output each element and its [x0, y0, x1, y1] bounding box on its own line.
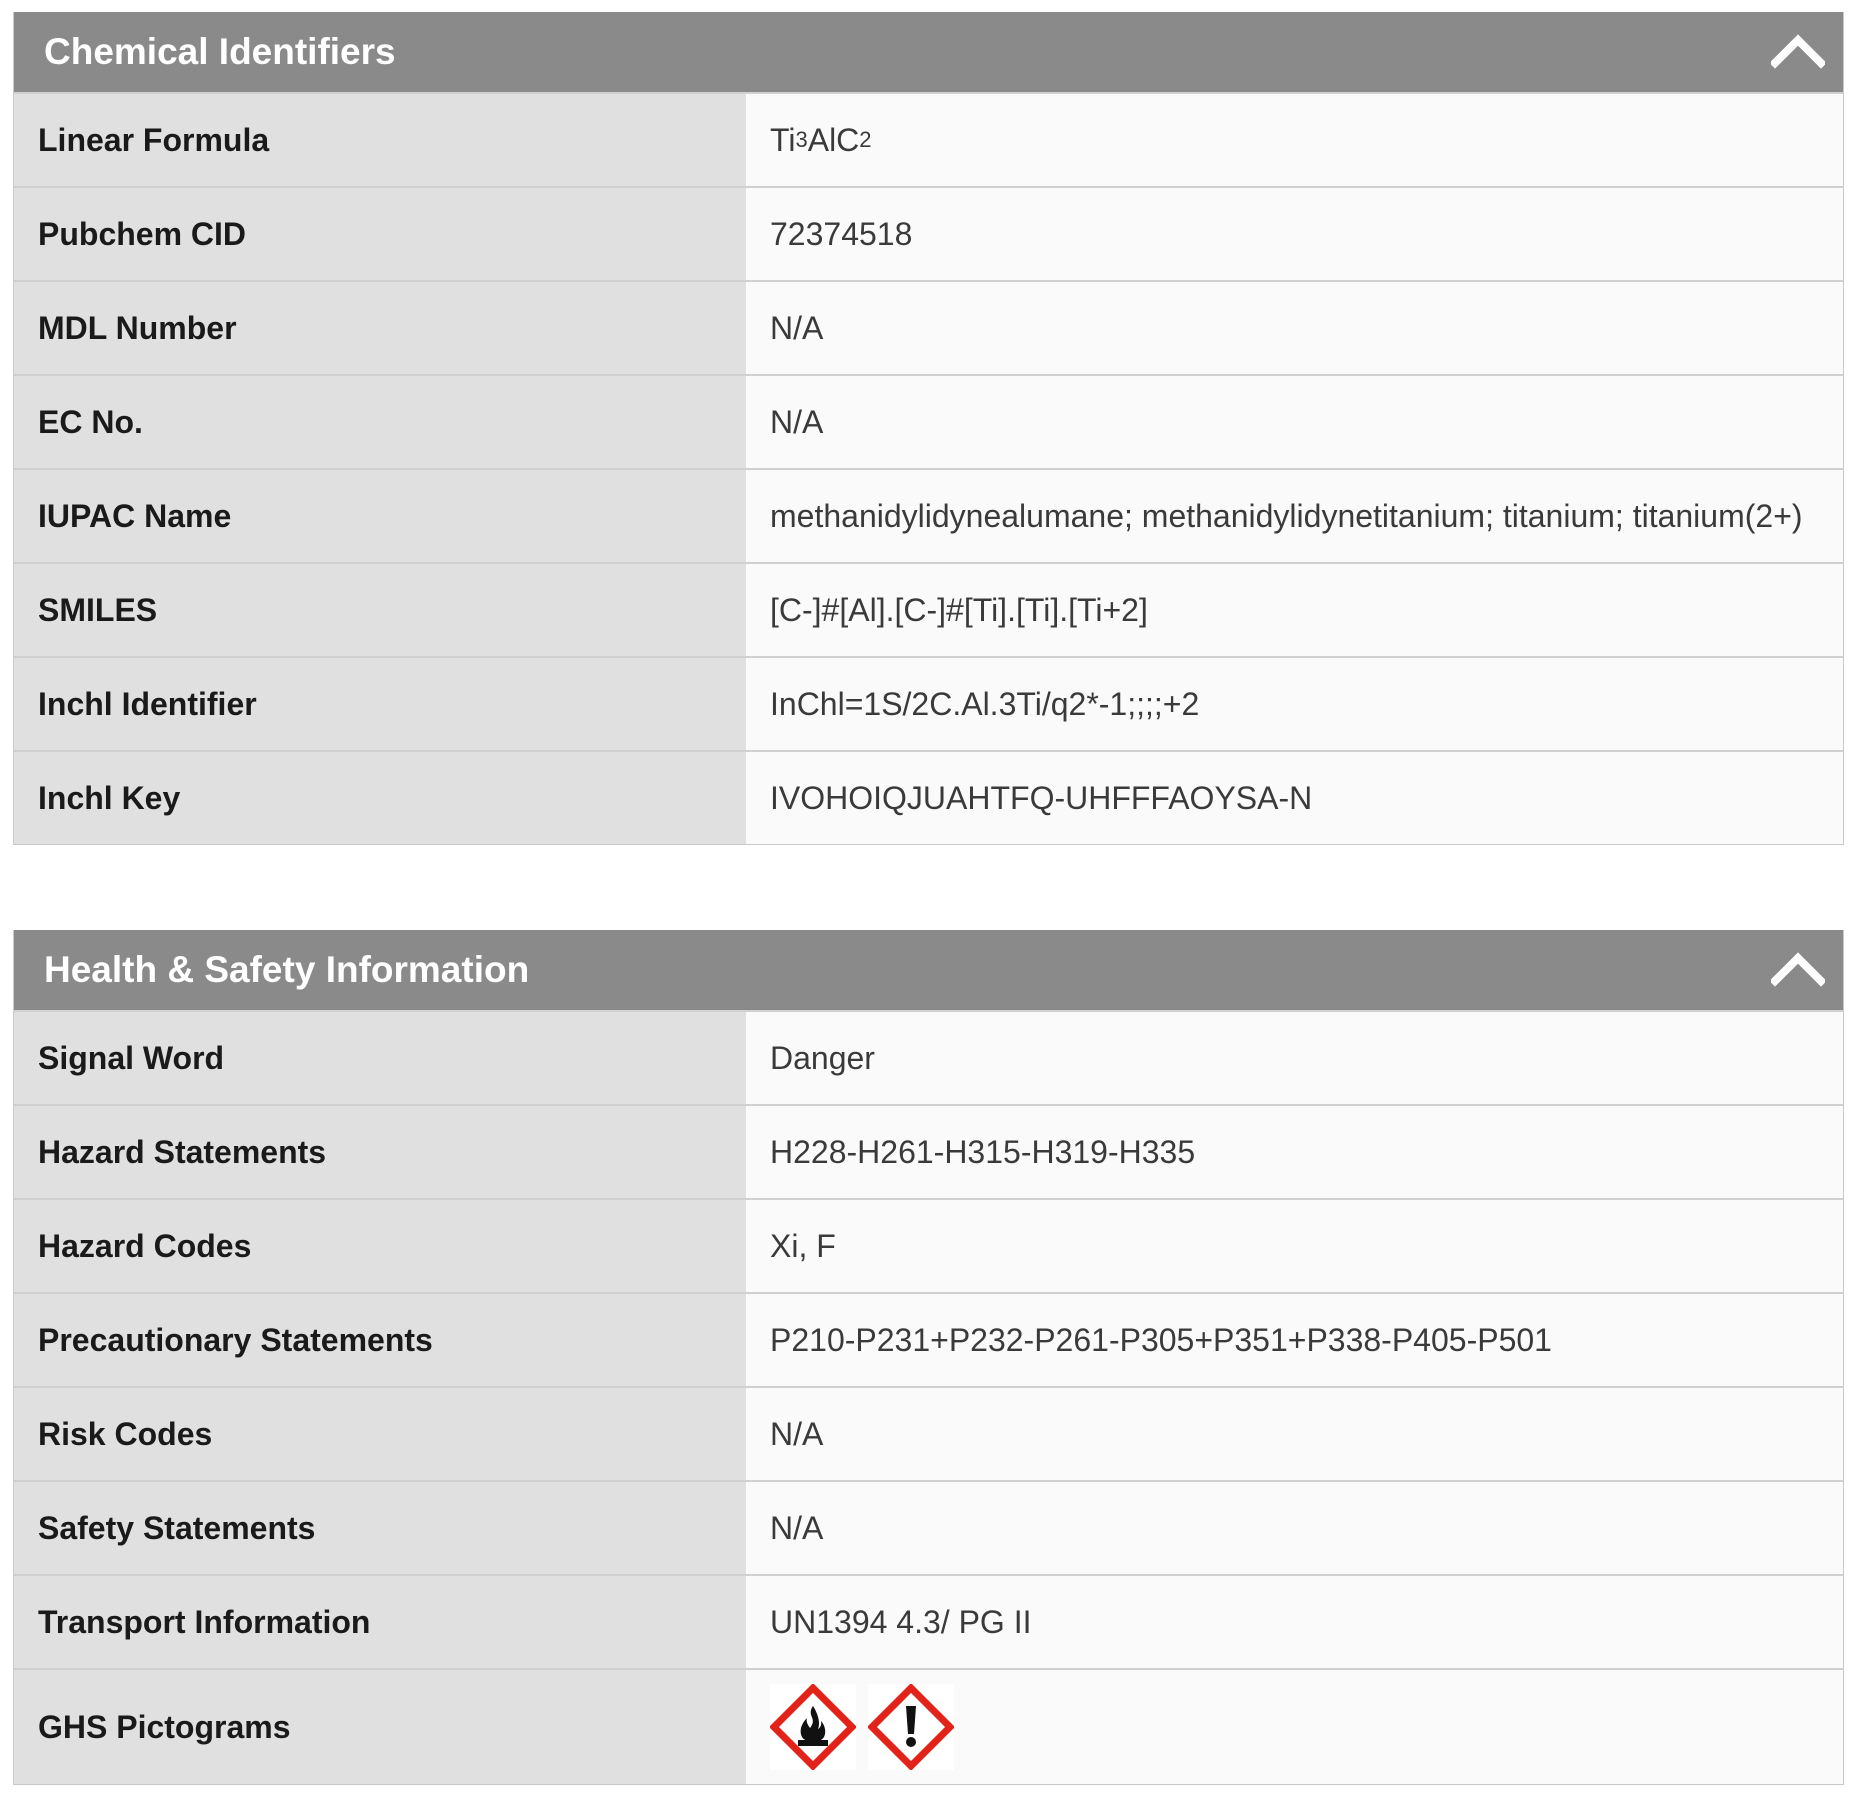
formula-part: AlC	[807, 121, 860, 158]
row-value: N/A	[746, 376, 1843, 468]
table-row	[14, 1292, 1843, 1386]
table-row	[14, 186, 1843, 280]
ghs-pictograms	[746, 1670, 1843, 1784]
row-label: SMILES	[14, 564, 746, 656]
linear-formula-value: Ti 3 AlC 2	[746, 94, 1843, 186]
row-label: Hazard Statements	[14, 1106, 746, 1198]
chevron-up-icon[interactable]	[1771, 25, 1825, 79]
table-row	[14, 1386, 1843, 1480]
section-title: Chemical Identifiers	[44, 31, 396, 72]
row-value: IVOHOIQJUAHTFQ-UHFFFAOYSA-N	[746, 752, 1843, 844]
health-safety-section	[13, 930, 1844, 1785]
row-label: Transport Information	[14, 1576, 746, 1668]
row-label: Inchl Key	[14, 752, 746, 844]
row-value: N/A	[746, 1482, 1843, 1574]
row-label: MDL Number	[14, 282, 746, 374]
chevron-up-icon[interactable]	[1771, 943, 1825, 997]
row-label: Safety Statements	[14, 1482, 746, 1574]
table-row	[14, 92, 1843, 186]
row-label: IUPAC Name	[14, 470, 746, 562]
health-safety-header[interactable]	[14, 930, 1843, 1010]
row-label: Precautionary Statements	[14, 1294, 746, 1386]
row-value: P210-P231+P232-P261-P305+P351+P338-P405-P501	[746, 1294, 1843, 1386]
formula-part: Ti	[770, 121, 796, 158]
row-value: Danger	[746, 1012, 1843, 1104]
flame-pictogram-icon	[770, 1684, 856, 1770]
row-value: [C-]#[Al].[C-]#[Ti].[Ti].[Ti+2]	[746, 564, 1843, 656]
exclamation-pictogram-icon	[868, 1684, 954, 1770]
row-value: H228-H261-H315-H319-H335	[746, 1106, 1843, 1198]
chemical-identifiers-section	[13, 12, 1844, 845]
row-label: EC No.	[14, 376, 746, 468]
row-label: Risk Codes	[14, 1388, 746, 1480]
table-row	[14, 1668, 1843, 1784]
row-value: InChl=1S/2C.Al.3Ti/q2*-1;;;;+2	[746, 658, 1843, 750]
row-label: GHS Pictograms	[14, 1670, 746, 1784]
row-value: methanidylidynealumane; methanidylidynetitanium; titanium; titanium(2+)	[746, 470, 1843, 562]
row-value: N/A	[746, 282, 1843, 374]
table-row	[14, 1104, 1843, 1198]
table-row	[14, 656, 1843, 750]
table-row	[14, 1010, 1843, 1104]
table-row	[14, 374, 1843, 468]
table-row	[14, 1198, 1843, 1292]
table-row	[14, 750, 1843, 844]
row-label: Signal Word	[14, 1012, 746, 1104]
row-value: 72374518	[746, 188, 1843, 280]
table-row	[14, 562, 1843, 656]
section-title: Health & Safety Information	[44, 949, 530, 990]
row-label: Inchl Identifier	[14, 658, 746, 750]
table-row	[14, 1480, 1843, 1574]
table-row	[14, 468, 1843, 562]
row-value: UN1394 4.3/ PG II	[746, 1576, 1843, 1668]
table-row	[14, 280, 1843, 374]
row-label: Hazard Codes	[14, 1200, 746, 1292]
row-value: Xi, F	[746, 1200, 1843, 1292]
chemical-identifiers-header[interactable]	[14, 12, 1843, 92]
table-row	[14, 1574, 1843, 1668]
row-label: Linear Formula	[14, 94, 746, 186]
row-value: N/A	[746, 1388, 1843, 1480]
row-label: Pubchem CID	[14, 188, 746, 280]
